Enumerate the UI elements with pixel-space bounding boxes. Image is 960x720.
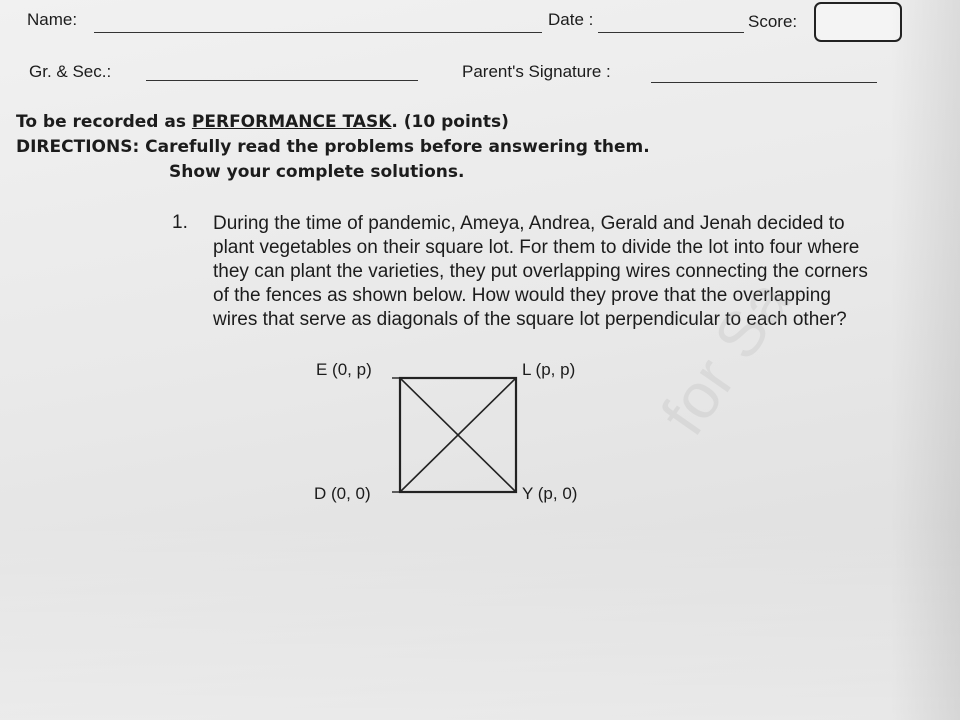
vertex-label-e: E (0, p) — [316, 360, 372, 379]
square-lot-diagram — [392, 372, 522, 498]
score-label: Score: — [748, 12, 798, 31]
photo-shade — [890, 0, 960, 720]
grade-section-label: Gr. & Sec.: — [29, 62, 112, 81]
vertex-label-d: D (0, 0) — [314, 484, 371, 503]
problem-number: 1. — [172, 212, 188, 233]
grade-section-blank[interactable] — [146, 80, 418, 81]
photo-glare — [0, 520, 960, 720]
vertex-label-y: Y (p, 0) — [522, 484, 578, 503]
problem-line: of the fences as shown below. How would they prove that the overlapping — [213, 285, 831, 306]
performance-task-line — [16, 112, 509, 132]
parent-signature-blank[interactable] — [651, 82, 877, 83]
parent-signature-label: Parent's Signature : — [462, 62, 611, 81]
problem-line: wires that serve as diagonals of the square lot perpendicular to each other? — [213, 309, 847, 330]
performance-suffix: . (10 points) — [391, 112, 509, 132]
vertex-label-l: L (p, p) — [522, 360, 576, 379]
problem-line: they can plant the varieties, they put overlapping wires connecting the corners — [213, 261, 868, 282]
problem-text — [213, 212, 943, 332]
score-box[interactable] — [814, 2, 902, 42]
problem-line: plant vegetables on their square lot. For them to divide the lot into four where — [213, 237, 860, 258]
date-label: Date : — [548, 10, 594, 29]
solutions-line: Show your complete solutions. — [169, 162, 465, 182]
date-blank[interactable] — [598, 32, 744, 33]
name-label: Name: — [27, 10, 78, 29]
watermark: for Sa — [646, 266, 804, 448]
name-blank[interactable] — [94, 32, 542, 33]
performance-prefix: To be recorded as — [16, 112, 192, 132]
performance-task-emphasis: PERFORMANCE TASK — [191, 112, 392, 132]
directions-line: DIRECTIONS: Carefully read the problems before answering them. — [16, 137, 650, 157]
problem-line: During the time of pandemic, Ameya, Andrea, Gerald and Jenah decided to — [213, 213, 845, 234]
